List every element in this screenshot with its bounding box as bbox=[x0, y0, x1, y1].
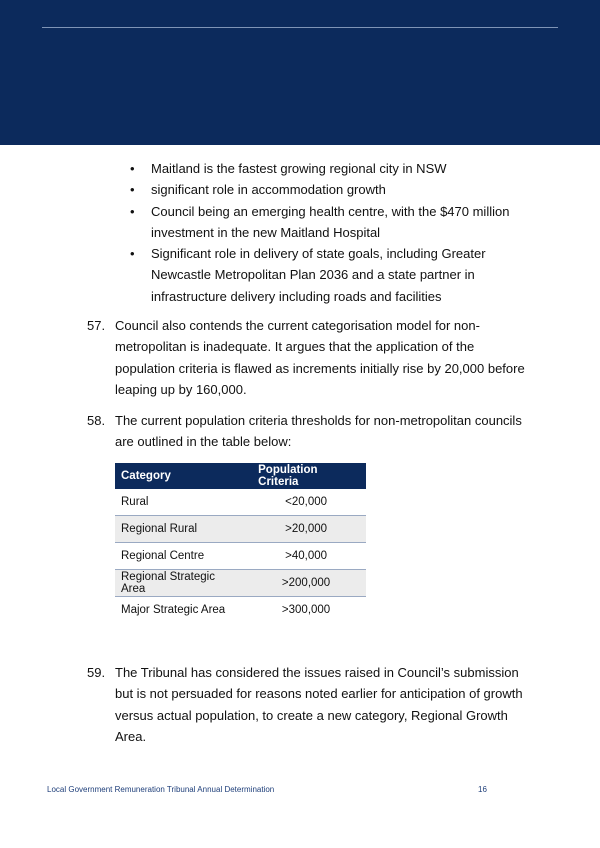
bullet-item: • Maitland is the fastest growing regional city in NSW bbox=[130, 158, 530, 179]
category-cell: Regional Rural bbox=[115, 516, 246, 543]
paragraph-text: Council also contends the current categorisation model for non-metropolitan is inadequate. It argues that the application of the population criteria is flawed as increments initially rise by 20,000 before leaping up by 160,000. bbox=[115, 318, 525, 397]
table-row bbox=[115, 489, 366, 516]
bullet-dot-icon: • bbox=[130, 246, 135, 262]
population-criteria-table bbox=[115, 463, 366, 623]
header-rule bbox=[42, 27, 558, 28]
column-header-category: Category bbox=[115, 463, 246, 489]
footer-title: Local Government Remuneration Tribunal Annual Determination bbox=[47, 785, 275, 794]
bullet-item: • Significant role in delivery of state goals, including Greater Newcastle Metropolitan Plan 2036 and a state partner in infrastructure delivery including roads and facilities bbox=[130, 243, 530, 307]
bullet-item: • significant role in accommodation growth bbox=[130, 179, 530, 200]
paragraph-number: 57. bbox=[87, 318, 106, 333]
column-header-population: Population Criteria bbox=[246, 463, 366, 489]
paragraph-59 bbox=[87, 662, 527, 747]
table-header-row bbox=[115, 463, 366, 489]
population-cell: >300,000 bbox=[281, 604, 331, 616]
table-row bbox=[115, 543, 366, 570]
bullet-dot-icon: • bbox=[130, 161, 135, 176]
bullet-dot-icon: • bbox=[130, 182, 135, 198]
category-cell: Regional Centre bbox=[115, 543, 246, 570]
category-cell: Rural bbox=[115, 489, 246, 516]
category-cell: Regional Strategic Area bbox=[115, 570, 246, 597]
table-row bbox=[115, 516, 366, 543]
category-cell: Major Strategic Area bbox=[121, 604, 226, 616]
paragraph-57 bbox=[87, 315, 527, 400]
bullet-dot-icon: • bbox=[130, 203, 135, 219]
population-cell: >20,000 bbox=[246, 516, 366, 543]
bullet-item: • Council being an emerging health centre, with the $470 million investment in the new Maitland Hospital bbox=[130, 201, 530, 244]
header-banner bbox=[0, 0, 600, 145]
paragraph-text: The current population criteria thresholds for non-metropolitan councils are outlined in the table below: bbox=[115, 413, 522, 450]
paragraph-number: 58. bbox=[87, 413, 106, 428]
page-number: 16 bbox=[478, 785, 487, 794]
bullet-list bbox=[130, 158, 530, 307]
population-cell: <20,000 bbox=[246, 489, 366, 516]
paragraph-58 bbox=[87, 410, 527, 453]
population-cell: >40,000 bbox=[246, 543, 366, 570]
paragraph-text: The Tribunal has considered the issues raised in Council’s submission but is not persuaded for reasons noted earlier for anticipation of growth versus actual population, to create a new category, Regional Growth Area. bbox=[115, 665, 523, 744]
table-row bbox=[115, 597, 366, 624]
paragraph-number: 59. bbox=[87, 665, 106, 680]
population-cell: >200,000 bbox=[246, 570, 366, 597]
table-row bbox=[115, 570, 366, 597]
